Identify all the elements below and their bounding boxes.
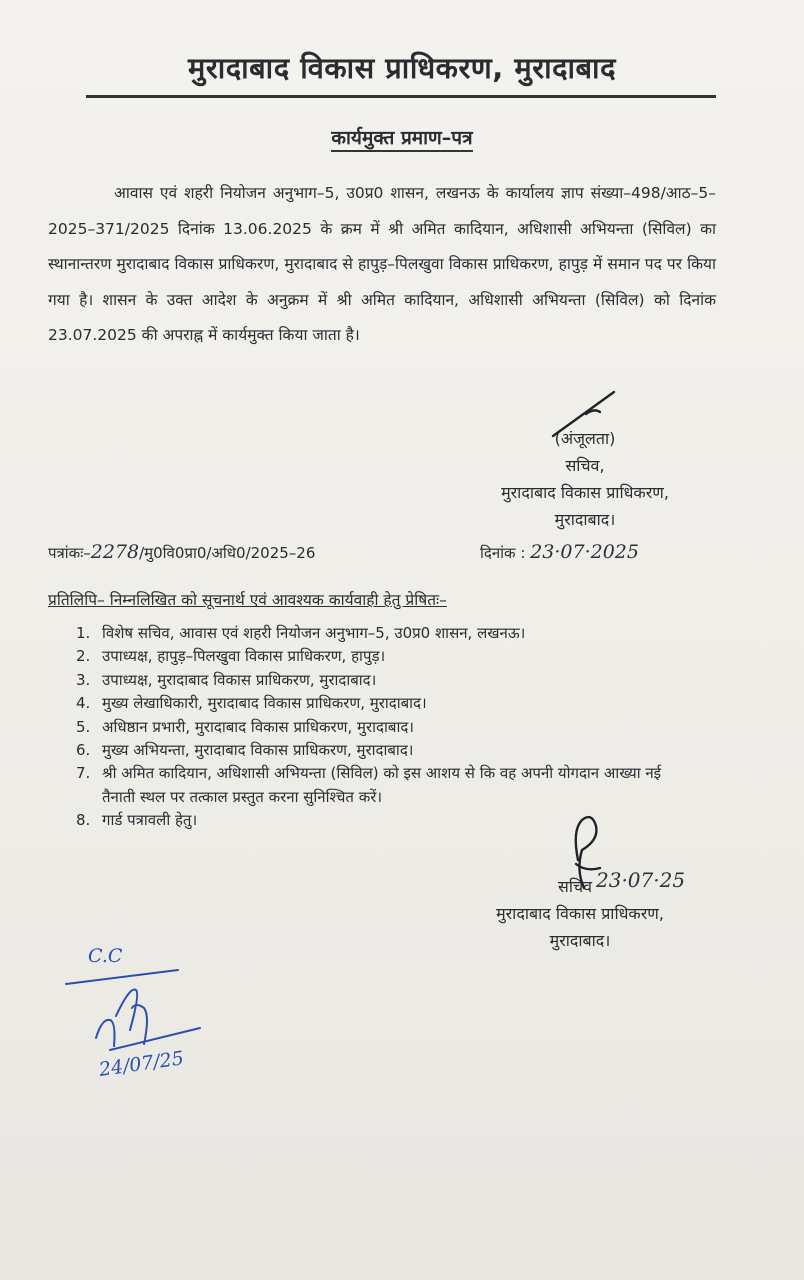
copy-item-number: 2. bbox=[76, 647, 91, 666]
signatory-city: मुरादाबाद। bbox=[554, 510, 616, 529]
reference-suffix: /मु0वि0प्रा0/अधि0/2025–26 bbox=[139, 544, 316, 562]
copy-item-number: 8. bbox=[76, 811, 91, 830]
signature-1 bbox=[553, 392, 614, 436]
copy-item-number: 5. bbox=[76, 717, 91, 736]
reference-prefix: पत्रांकः– bbox=[48, 544, 91, 562]
date-handwritten: 23·07·2025 bbox=[530, 541, 639, 563]
copy-item-number: 3. bbox=[76, 670, 91, 689]
copy-item-number: 4. bbox=[76, 694, 91, 713]
annotation-cc: C.C bbox=[88, 945, 123, 967]
copy-item-text: विशेष सचिव, आवास एवं शहरी नियोजन अनुभाग–5, उ0प्र0 शासन, लखनऊ। bbox=[102, 624, 526, 642]
date-label: दिनांक : bbox=[480, 544, 526, 562]
signatory2-designation: सचिव bbox=[558, 877, 593, 896]
signatory-name: (अंजूलता) bbox=[554, 429, 616, 448]
signatory2-organization: मुरादाबाद विकास प्राधिकरण, bbox=[496, 904, 664, 923]
copy-item-number: 1. bbox=[76, 624, 91, 642]
copy-item-text: मुख्य लेखाधिकारी, मुरादाबाद विकास प्राधिकरण, मुरादाबाद। bbox=[102, 694, 427, 713]
signature-2 bbox=[576, 817, 600, 888]
signatory2-date-handwritten: 23·07·25 bbox=[596, 868, 686, 892]
copy-item-number: 7. bbox=[76, 764, 91, 783]
copy-item-number: 6. bbox=[76, 741, 91, 760]
copy-item-text: उपाध्यक्ष, मुरादाबाद विकास प्राधिकरण, मुरादाबाद। bbox=[102, 670, 377, 689]
annotation-underline bbox=[66, 970, 178, 984]
annotation-date: 24/07/25 bbox=[97, 1047, 186, 1081]
copy-item-text: अधिष्ठान प्रभारी, मुरादाबाद विकास प्राधिकरण, मुरादाबाद। bbox=[102, 717, 414, 736]
copy-heading: प्रतिलिपि– निम्नलिखित को सूचनार्थ एवं आवश्यक कार्यवाही हेतु प्रेषितः– bbox=[48, 591, 447, 609]
copy-item-text: मुख्य अभियन्ता, मुरादाबाद विकास प्राधिकरण, मुरादाबाद। bbox=[102, 741, 414, 760]
signatory2-city: मुरादाबाद। bbox=[549, 931, 611, 950]
copy-item-text: उपाध्यक्ष, हापुड़–पिलखुवा विकास प्राधिकरण, हापुड़। bbox=[102, 647, 386, 666]
copy-item-text: गार्ड पत्रावली हेतु। bbox=[102, 811, 198, 830]
copy-item-text: श्री अमित कादियान, अधिशासी अभियन्ता (सिविल) को इस आशय से कि वह अपनी योगदान आख्या नई तैनाती स्थल पर तत्काल प्रस्तुत करना सुनिश्चित करें। bbox=[102, 764, 662, 806]
signatory-organization: मुरादाबाद विकास प्राधिकरण, bbox=[501, 483, 669, 502]
page-title: मुरादाबाद विकास प्राधिकरण, मुरादाबाद bbox=[188, 51, 616, 85]
body-paragraph-text: आवास एवं शहरी नियोजन अनुभाग–5, उ0प्र0 शासन, लखनऊ के कार्यालय ज्ञाप संख्या–498/आठ–5–2025–371/2025 दिनांक 13.06.2025 के क्रम में श्री अमित कादियान, अधिशासी अभियन्ता (सिविल) का स्थानान्तरण मुरादाबाद विकास प्राधिकरण, मुरादाबाद से हापुड़–पिलखुवा विकास प्राधिकरण, हापुड़ में समान पद पर किया गया है। शासन के उक्त आदेश के अनुक्रम में श्री अमित कादियान, अधिशासी अभियन्ता (सिविल) को दिनांक 23.07.2025 की अपराह्न में कार्यमुक्त किया जाता है। bbox=[48, 184, 716, 344]
signatory-designation: सचिव, bbox=[565, 456, 605, 475]
annotation-initials bbox=[96, 990, 200, 1050]
subtitle-text: कार्यमुक्त प्रमाण–पत्र bbox=[331, 127, 472, 152]
reference-number-handwritten: 2278 bbox=[90, 541, 140, 563]
